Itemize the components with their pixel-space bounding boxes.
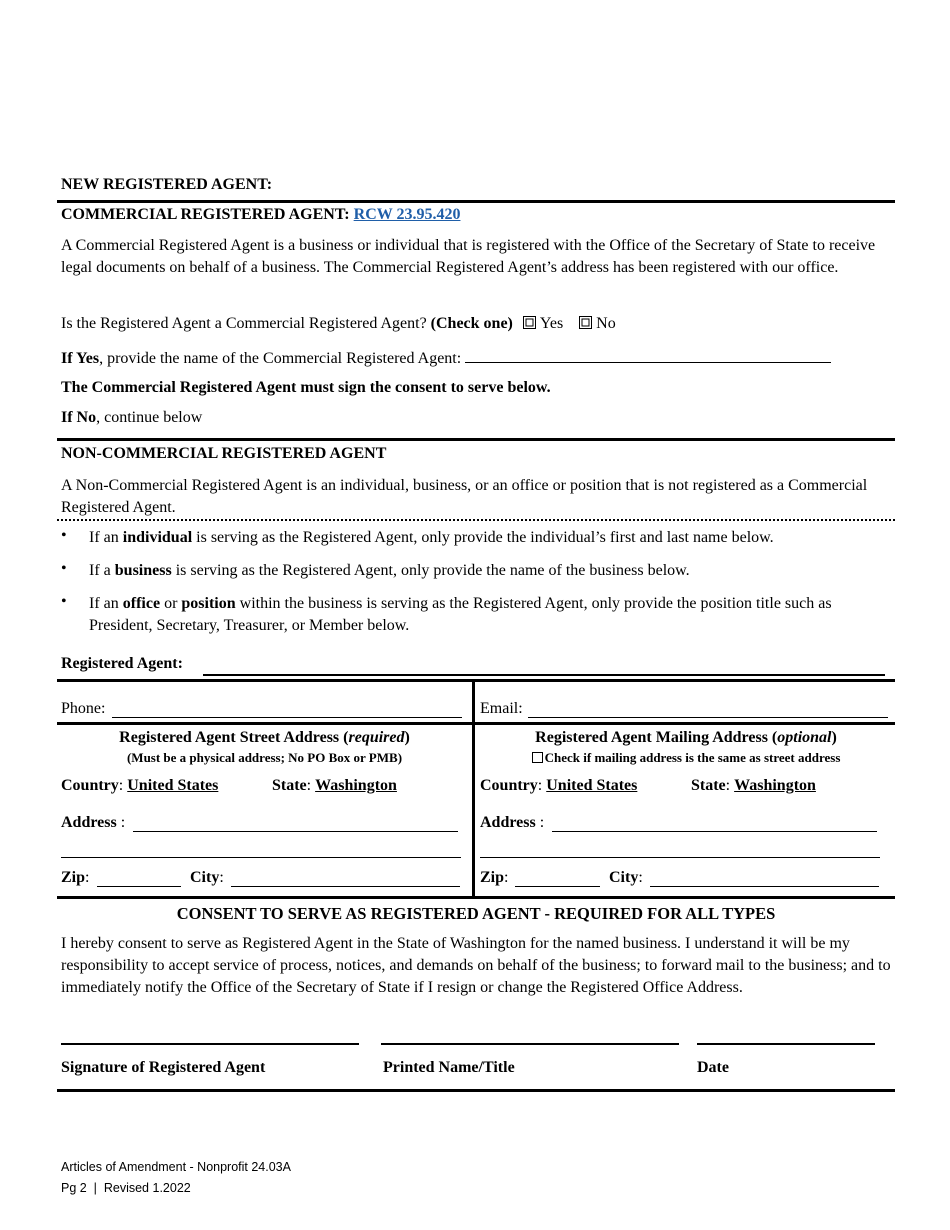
street-address-subtitle: (Must be a physical address; No PO Box or PMB) xyxy=(126,750,403,765)
mailing-country-value: United States xyxy=(546,777,638,794)
email-row xyxy=(480,700,523,718)
table-center-divider xyxy=(472,679,475,897)
commercial-description: A Commercial Registered Agent is a business or individual that is registered with the Office of the Secretary of State to receive legal documents on behalf of a business. The Commercial Registered Agent’s address has been registered with our office. xyxy=(61,237,876,276)
consent-title: CONSENT TO SERVE AS REGISTERED AGENT - REQUIRED FOR ALL TYPES xyxy=(176,904,776,923)
street-address-line2-field[interactable] xyxy=(61,857,461,858)
signature-label: Signature of Registered Agent xyxy=(61,1059,266,1076)
street-zip-field[interactable] xyxy=(97,886,181,887)
street-address-row: Address : xyxy=(61,814,126,831)
footer-form-name: Articles of Amendment - Nonprofit 24.03A xyxy=(61,1160,291,1174)
section-heading: NEW REGISTERED AGENT: xyxy=(61,176,273,193)
if-no-label: If No xyxy=(61,409,97,426)
if-yes-label: If Yes xyxy=(61,350,100,367)
mailing-city-row: City: xyxy=(609,869,643,886)
mailing-address-line2-field[interactable] xyxy=(480,857,880,858)
if-yes-row xyxy=(61,348,831,368)
bullet-dot: • xyxy=(61,593,67,610)
no-checkbox[interactable] xyxy=(579,316,592,329)
noncommercial-title: NON-COMMERCIAL REGISTERED AGENT xyxy=(61,445,387,462)
consent-text: I hereby consent to serve as Registered Agent in the State of Washington for the named business. I understand it will be my responsibility to accept service of process, notices, and demands on behalf of the business; to forward mail to the business; and to immediately notify the Office of the Secretary of State if I resign or change the Registered Office Address. xyxy=(61,935,891,996)
date-label: Date xyxy=(697,1059,729,1076)
email-field[interactable] xyxy=(528,717,888,718)
registered-agent-label: Registered Agent: xyxy=(61,655,183,672)
check-one-label: (Check one) xyxy=(430,315,513,332)
mailing-state-value: Washington xyxy=(734,777,816,794)
phone-label: Phone: xyxy=(61,700,106,717)
email-label: Email: xyxy=(480,700,523,717)
if-no-text: , continue below xyxy=(96,409,203,426)
yes-label: Yes xyxy=(539,315,564,332)
mailing-address-field[interactable] xyxy=(552,831,877,832)
street-country-row: Country: United States xyxy=(61,777,219,794)
street-zip-row: Zip: xyxy=(61,869,90,886)
mailing-address-title: Registered Agent Mailing Address (optional) xyxy=(535,729,837,746)
table-top-border xyxy=(57,679,895,682)
mailing-city-field[interactable] xyxy=(650,886,879,887)
mailing-address-row: Address : xyxy=(480,814,545,831)
bullet-business: If a business is serving as the Registered Agent, only provide the name of the business below. xyxy=(89,562,690,579)
mailing-same-row xyxy=(477,750,895,766)
mailing-country-row: Country: United States xyxy=(480,777,638,794)
commercial-title xyxy=(61,206,460,224)
signature-field[interactable] xyxy=(61,1043,359,1045)
printed-name-label: Printed Name/Title xyxy=(383,1059,515,1076)
commercial-question xyxy=(61,315,616,333)
no-label: No xyxy=(596,315,616,332)
bullet-dot: • xyxy=(61,560,67,577)
noncommercial-description: A Non-Commercial Registered Agent is an individual, business, or an office or position that is not registered as a Commercial Registered Agent. xyxy=(61,477,868,516)
footer-page-info: Pg 2 | Revised 1.2022 xyxy=(61,1181,191,1195)
divider xyxy=(57,1089,895,1092)
street-state-row: State: Washington xyxy=(272,777,397,794)
divider xyxy=(57,438,895,441)
bullet-office: If an office or position within the business is serving as the Registered Agent, only provide the position title such as President, Secretary, Treasurer, or Member below. xyxy=(89,595,832,634)
yes-checkbox[interactable] xyxy=(523,316,536,329)
mailing-state-row: State: Washington xyxy=(691,777,816,794)
divider xyxy=(57,722,895,725)
registered-agent-field[interactable] xyxy=(203,674,885,676)
street-city-field[interactable] xyxy=(231,886,460,887)
commercial-agent-name-field[interactable] xyxy=(465,348,831,363)
street-state-value: Washington xyxy=(315,777,397,794)
mailing-zip-field[interactable] xyxy=(515,886,600,887)
bullet-individual: If an individual is serving as the Registered Agent, only provide the individual’s first and last name below. xyxy=(89,529,774,546)
table-bottom-border xyxy=(57,896,895,899)
divider xyxy=(57,200,895,203)
must-sign-note: The Commercial Registered Agent must sign the consent to serve below. xyxy=(61,379,551,396)
bullet-dot: • xyxy=(61,527,67,544)
phone-row xyxy=(61,700,105,718)
rcw-link[interactable]: RCW 23.95.420 xyxy=(353,206,461,223)
printed-name-field[interactable] xyxy=(381,1043,679,1045)
if-no-row xyxy=(61,409,202,427)
street-city-row: City: xyxy=(190,869,224,886)
date-field[interactable] xyxy=(697,1043,875,1045)
if-yes-text: , provide the name of the Commercial Registered Agent: xyxy=(99,350,466,367)
mailing-zip-row: Zip: xyxy=(480,869,509,886)
street-address-title: Registered Agent Street Address (required) xyxy=(119,729,410,746)
dotted-divider xyxy=(57,519,895,521)
street-address-field[interactable] xyxy=(133,831,458,832)
street-country-value: United States xyxy=(127,777,219,794)
mailing-same-label: Check if mailing address is the same as street address xyxy=(544,750,841,765)
mailing-same-checkbox[interactable] xyxy=(532,752,543,763)
phone-field[interactable] xyxy=(112,717,462,718)
commercial-title-text: COMMERCIAL REGISTERED AGENT: xyxy=(61,206,354,223)
question-text: Is the Registered Agent a Commercial Registered Agent? xyxy=(61,315,431,332)
